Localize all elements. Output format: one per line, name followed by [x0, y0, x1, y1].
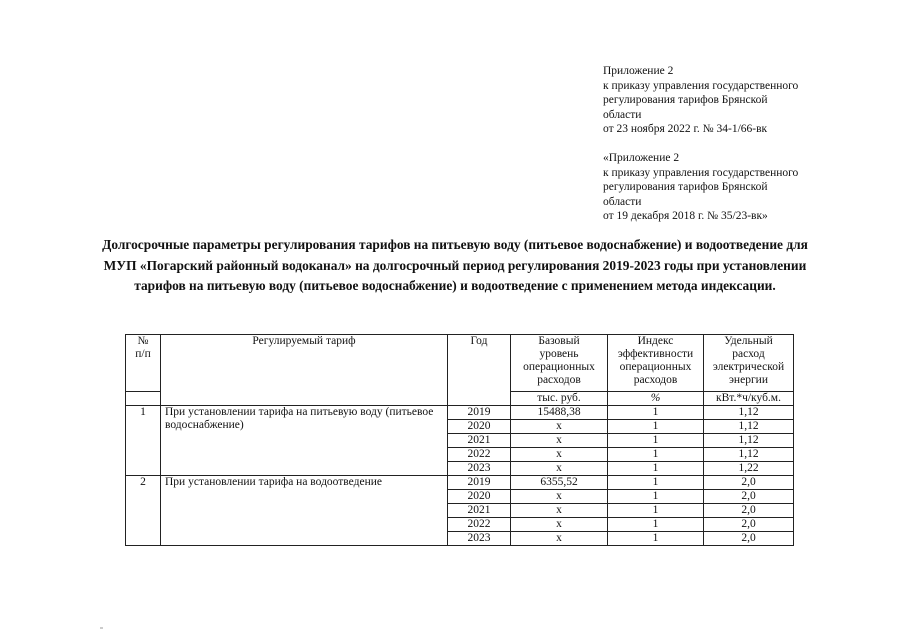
tariff-parameters-table [125, 334, 794, 546]
cell-year: 2021 [448, 504, 511, 518]
header-base-line: расходов [537, 374, 581, 386]
cell-year: 2023 [448, 462, 511, 476]
title-line: Долгосрочные параметры регулирования тарифов на питьевую воду (питьевое водоснабжение) и водоотведение для [102, 237, 808, 252]
units-index: % [608, 392, 704, 406]
cell-specific: 2,0 [704, 504, 794, 518]
appendix-line: «Приложение 2 [603, 151, 680, 164]
appendix-line: от 23 ноября 2022 г. № 34-1/66-вк [603, 123, 768, 136]
appendix-current-order [603, 64, 863, 137]
cell-index: 1 [608, 462, 704, 476]
row-tariff: При установлении тарифа на питьевую воду (питьевое водоснабжение) [161, 406, 448, 476]
appendix-previous-order [603, 151, 863, 224]
row-tariff: При установлении тарифа на водоотведение [161, 476, 448, 546]
row-num: 1 [126, 406, 161, 476]
cell-base: х [511, 420, 608, 434]
cell-year: 2020 [448, 420, 511, 434]
units-base: тыс. руб. [511, 392, 608, 406]
cell-base: х [511, 532, 608, 546]
cell-base: х [511, 518, 608, 532]
cell-year: 2021 [448, 434, 511, 448]
cell-year: 2019 [448, 476, 511, 490]
header-specific-line: Удельный [724, 335, 773, 347]
cell-year: 2022 [448, 448, 511, 462]
appendix-line: к приказу управления государственного [603, 166, 799, 179]
cell-specific: 1,12 [704, 434, 794, 448]
cell-year: 2020 [448, 490, 511, 504]
cell-base: х [511, 448, 608, 462]
cell-year: 2022 [448, 518, 511, 532]
header-index-line: операционных [619, 361, 692, 373]
cell-base: 6355,52 [511, 476, 608, 490]
cell-index: 1 [608, 406, 704, 420]
header-specific-line: электрической [712, 361, 785, 373]
units-specific: кВт.*ч/куб.м. [704, 392, 794, 406]
appendix-line: регулирования тарифов Брянской [603, 94, 768, 107]
appendix-line: Приложение 2 [603, 65, 674, 77]
appendix-line: от 19 декабря 2018 г. № 35/23-вк» [603, 210, 768, 223]
cell-index: 1 [608, 420, 704, 434]
cell-index: 1 [608, 434, 704, 448]
cell-base: х [511, 462, 608, 476]
units-num-empty [126, 392, 161, 406]
header-num-line: п/п [135, 348, 151, 360]
cell-specific: 1,12 [704, 420, 794, 434]
cell-specific: 1,12 [704, 448, 794, 462]
cell-base: х [511, 490, 608, 504]
header-base-line: операционных [523, 361, 595, 373]
cell-index: 1 [608, 532, 704, 546]
title-line: тарифов на питьевую воду (питьевое водоснабжение) и водоотведение с применением метода индексации. [134, 278, 776, 293]
header-efficiency-index [608, 335, 704, 392]
cell-index: 1 [608, 490, 704, 504]
cell-base: 15488,38 [511, 406, 608, 420]
title-line: МУП «Погарский районный водоканал» на долгосрочный период регулирования 2019-2023 годы при установлении [103, 257, 807, 273]
cell-specific: 2,0 [704, 476, 794, 490]
header-tariff: Регулируемый тариф [161, 335, 448, 406]
cell-specific: 1,22 [704, 462, 794, 476]
cell-base: х [511, 504, 608, 518]
header-index-line: Индекс [637, 335, 674, 347]
header-num [126, 335, 161, 392]
cell-specific: 2,0 [704, 532, 794, 546]
cell-specific: 2,0 [704, 490, 794, 504]
appendix-line: к приказу управления государственного [603, 79, 799, 92]
table-header-row [126, 335, 794, 392]
cell-year: 2023 [448, 532, 511, 546]
header-base-line: уровень [539, 348, 579, 360]
header-base-level [511, 335, 608, 392]
cell-index: 1 [608, 476, 704, 490]
header-specific-line: расход [732, 348, 765, 360]
header-specific-consumption [704, 335, 794, 392]
header-year: Год [448, 335, 511, 406]
scan-speck [100, 627, 103, 629]
cell-index: 1 [608, 504, 704, 518]
cell-specific: 2,0 [704, 518, 794, 532]
header-num-line: № [137, 335, 149, 347]
header-base-line: Базовый [538, 335, 580, 347]
appendix-heading [603, 64, 863, 238]
header-index-line: эффективности [617, 348, 694, 360]
appendix-line: регулирования тарифов Брянской [603, 181, 768, 194]
row-num: 2 [126, 476, 161, 546]
cell-year: 2019 [448, 406, 511, 420]
appendix-line: области [603, 195, 642, 208]
cell-index: 1 [608, 448, 704, 462]
table-row [126, 476, 794, 490]
document-title [60, 235, 850, 297]
header-specific-line: энергии [729, 374, 768, 386]
cell-specific: 1,12 [704, 406, 794, 420]
appendix-line: области [603, 108, 642, 121]
header-index-line: расходов [633, 374, 678, 386]
cell-base: х [511, 434, 608, 448]
cell-index: 1 [608, 518, 704, 532]
table-row [126, 406, 794, 420]
